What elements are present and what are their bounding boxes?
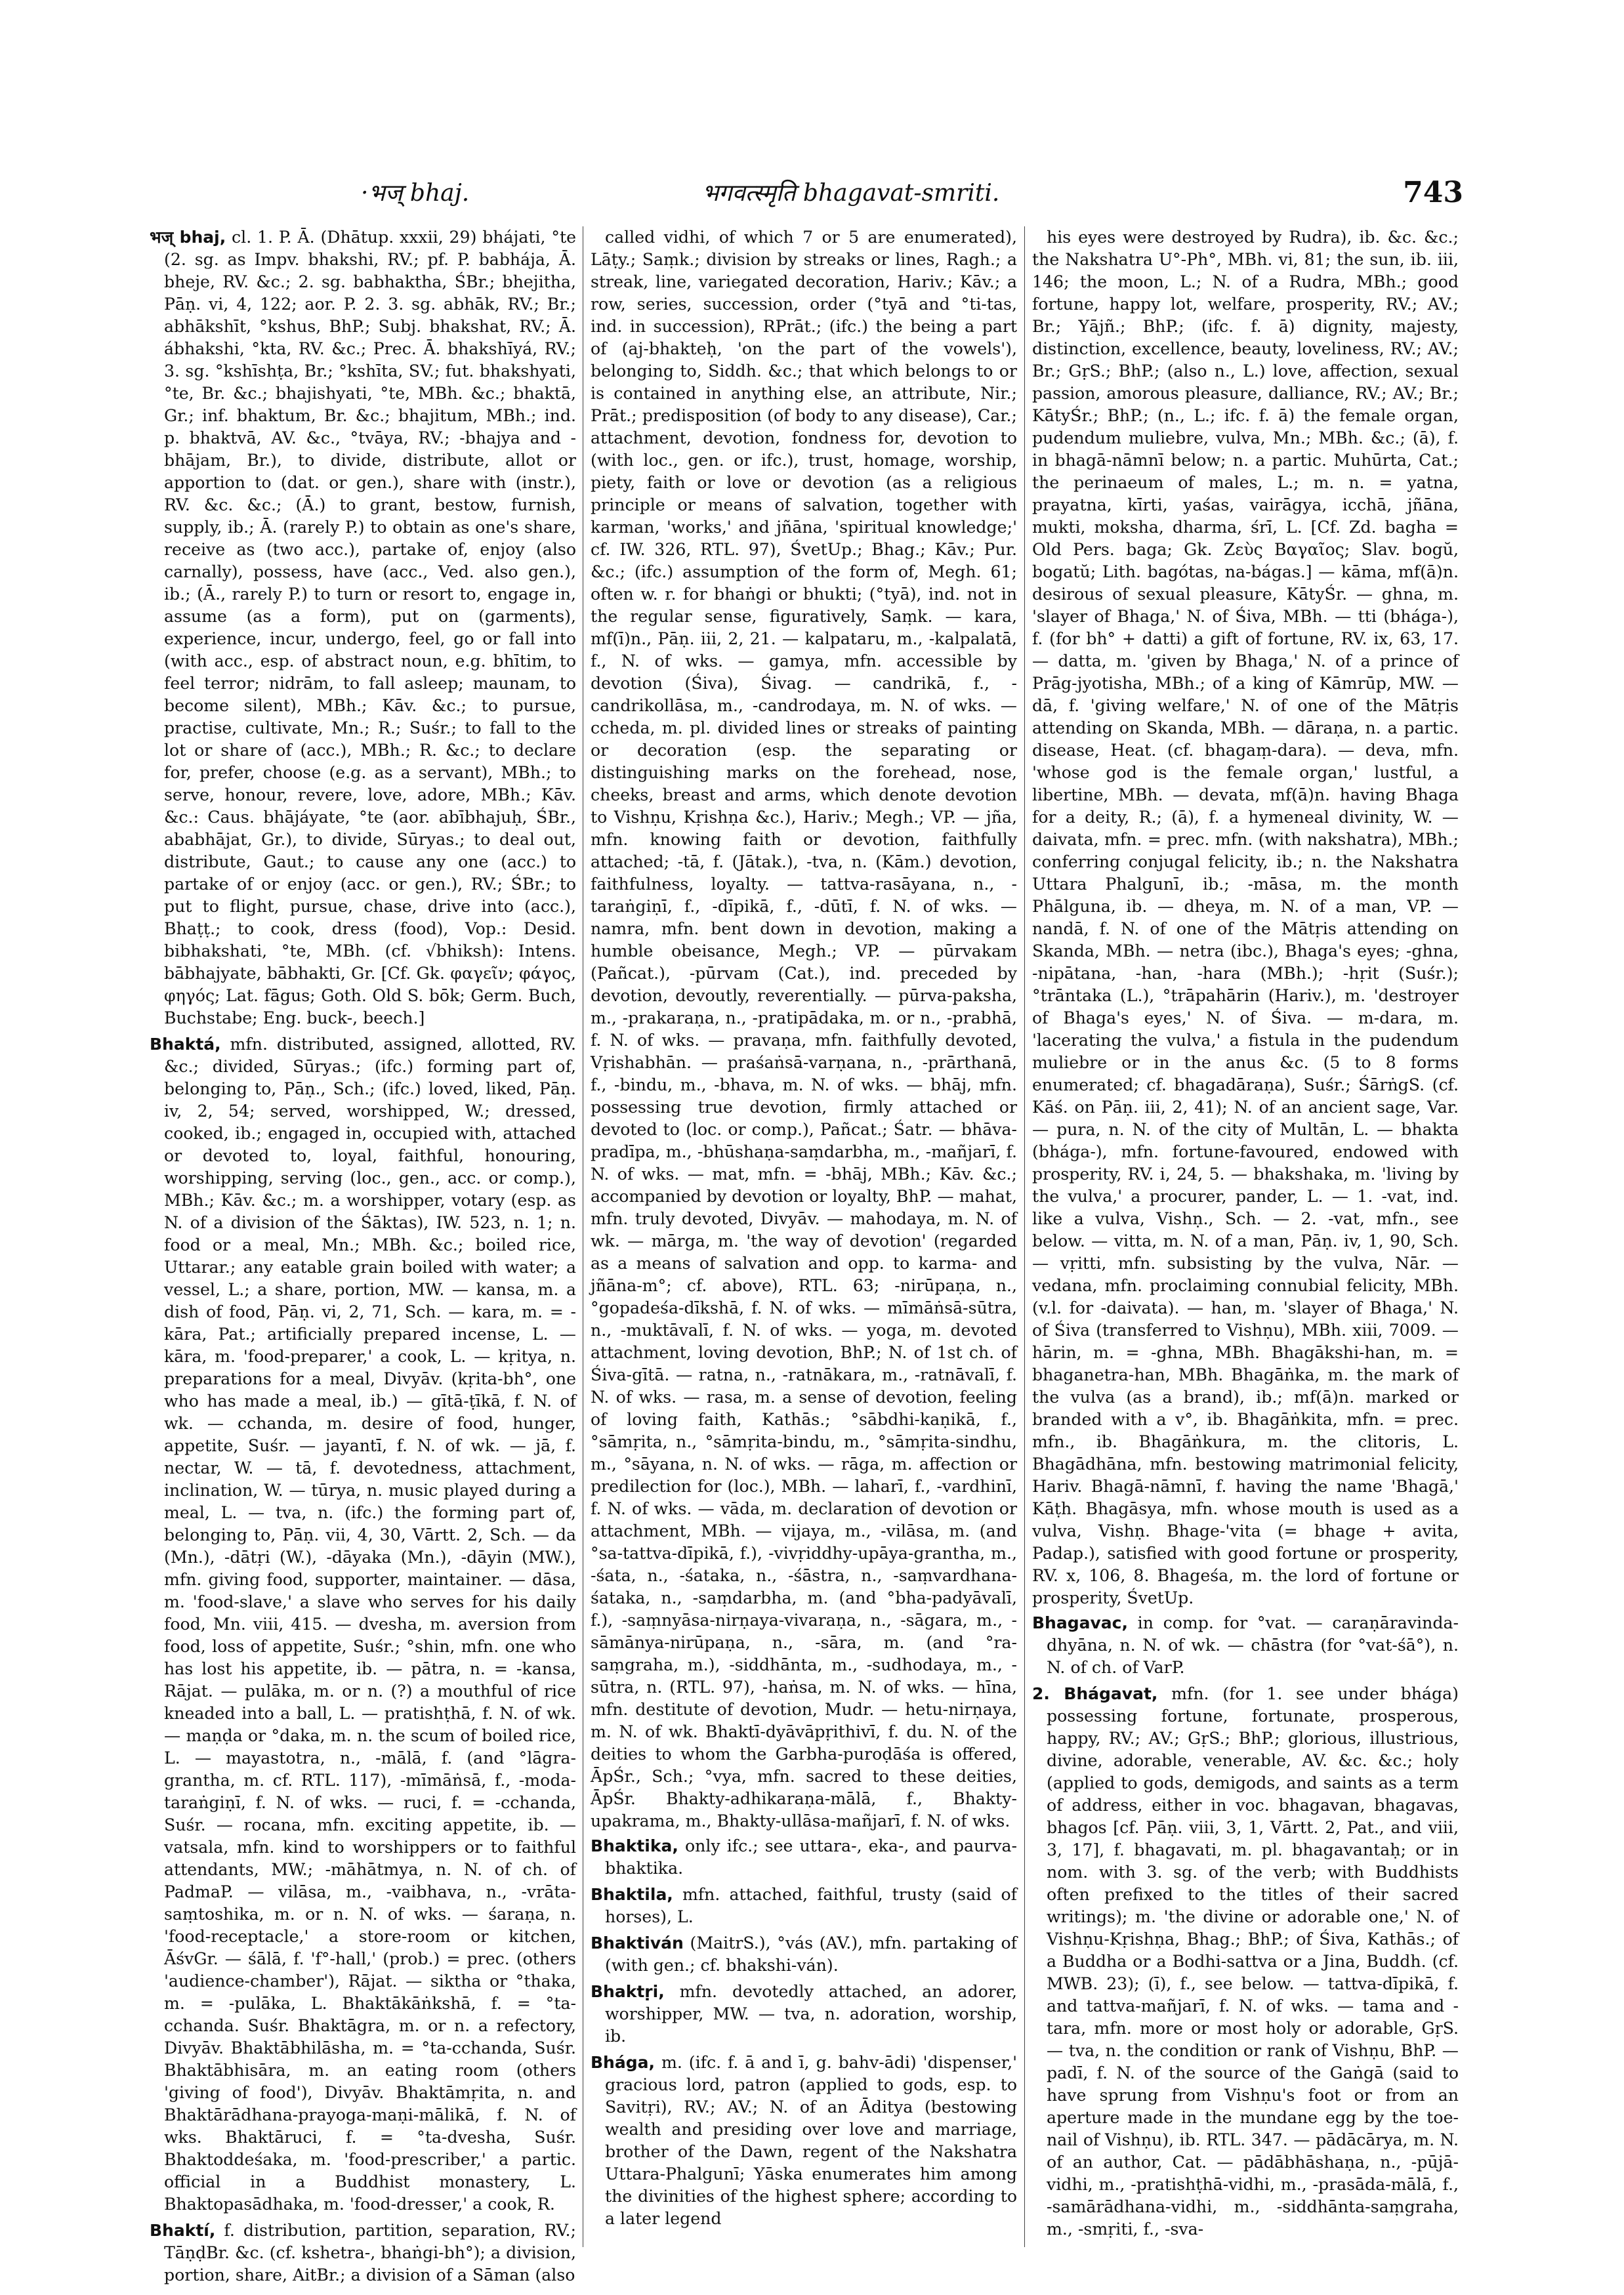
entry-headword: 2. Bhágavat, (1032, 1684, 1158, 1703)
column-divider-2 (1024, 226, 1025, 2247)
dictionary-entry (591, 1981, 1017, 2048)
entry-headword: Bhága, (591, 2053, 655, 2072)
dictionary-entry (591, 226, 1017, 1832)
entry-text: f. distribution, partition, separation, RV.; TāṇḍBr. &c. (cf. kshetra-, bhaṅgi-bh°); a division, portion, share, AitBr.; a division of a Sāman (also (164, 2221, 577, 2285)
entry-text: only ifc.; see uttara-, eka-, and paurva-bhaktika. (605, 1836, 1018, 1878)
column-3 (1032, 226, 1459, 2247)
column-2 (591, 226, 1017, 2247)
entry-headword: Bhaktila, (591, 1885, 673, 1904)
dictionary-entry (1032, 1612, 1459, 1679)
entry-headword: Bhaktá, (150, 1035, 221, 1054)
dictionary-entry (150, 2220, 576, 2286)
entry-text: his eyes were destroyed by Rudra), ib. &c. &c.; the Nakshatra U°-Ph°, MBh. vi, 81; the sun, ib. iii, 146; the moon, L.; N. of a Rudra, MBh.; good fortune, happy lot, welfare, prosperity, RV.; AV.; Br.; Yājñ.; BhP.; (ifc. f. ā) dignity, majesty, distinction, excellence, beauty, loveliness, RV.; AV.; Br.; GṛS.; BhP.; (also n., L.) love, affection, sexual passion, amorous pleasure, dalliance, RV.; AV.; Br.; KātyŚr.; BhP.; (n., L.; ifc. f. ā) the female organ, pudendum muliebre, vulva, Mn.; MBh. &c.; (ā), f. in bhagā-nāmnī below; n. a partic. Muhūrta, Cat.; the perinaeum of males, L.; m. n. = yatna, prayatna, kīrti, yaśas, vairāgya, icchā, jñāna, mukti, moksha, dharma, śrī, L. [Cf. Zd. bagha = Old Pers. baga; Gk. Ζεὺς Βαγαῖος; Slav. bogŭ, bogatŭ; Lith. bagótas, na-bágas.] — kāma, mf(ā)n. desirous of sexual pleasure, KātyŚr. — ghna, m. 'slayer of Bhaga,' N. of Śiva, MBh. — tti (bhága-), f. (for bh° + datti) a gift of fortune, RV. ix, 63, 17. — datta, m. 'given by Bhaga,' N. of a prince of Prāg-jyotisha, MBh.; of a king of Kāmrūp, MW. — dā, f. 'giving welfare,' N. of one of the Mātṛis attending on Skanda, MBh. — dāraṇa, n. a partic. disease, Heat. (cf. bhagaṃ-dara). — deva, mfn. 'whose god is the female organ,' lustful, a libertine, MBh. — devata, mf(ā)n. having Bhaga for a deity, R.; (ā), f. a hymeneal divinity, W. — daivata, mfn. = prec. mfn. (with nakshatra), MBh.; conferring conjugal felicity, ib.; n. the Nakshatra Uttara Phalgunī, ib.; -māsa, m. the month Phālguna, ib. — dheya, m. N. of a man, VP. — nandā, f. N. of one of the Mātṛis attending on Skanda, MBh. — netra (ibc.), Bhaga's eyes; -ghna, -nipātana, -han, -hara (MBh.); -hṛit (Suśr.); °trāntaka (L.), °trāpahārin (Hariv.), m. 'destroyer of Bhaga's eyes,' N. of Śiva. — m-dara, m. 'lacerating the vulva,' a fistula in the pudendum muliebre or in the anus &c. (5 to 8 forms enumerated; cf. bhagadāraṇa), Suśr.; ŚārṅgS. (cf. Kāś. on Pāṇ. iii, 2, 41); N. of an ancient sage, Var. — pura, n. N. of the city of Multān, L. — bhakta (bhága-), mfn. fortune-favoured, endowed with prosperity, RV. i, 24, 5. — bhakshaka, m. 'living by the vulva,' a procurer, pander, L. — 1. -vat, ind. like a vulva, Vishṇ., Sch. — 2. -vat, mfn., see below. — vitta, m. N. of a man, Pāṇ. iv, 1, 90, Sch. — vṛitti, mfn. subsisting by the vulva, Nār. — vedana, mfn. proclaiming connubial felicity, MBh. (v.l. for -daivata). — han, m. 'slayer of Bhaga,' N. of Śiva (transferred to Vishṇu), MBh. xiii, 7009. — hārin, m. = -ghna, MBh. Bhagākshi-han, m. = bhaganetra-han, MBh. Bhagāṅka, m. the mark of the vulva (as a brand), ib.; mf(ā)n. marked or branded with a v°, ib. Bhagāṅkita, mfn. = prec. mfn., ib. Bhagāṅkura, m. the clitoris, L. Bhagādhāna, mfn. bestowing matrimonial felicity, Hariv. Bhagā-nāmnī, f. having the name 'Bhagā,' Kāṭh. Bhagāsya, mfn. whose mouth is used as a vulva, Vishṇ. Bhage-'vita (= bhage + avita, Padap.), satisfied with good fortune or prosperity, RV. x, 106, 8. Bhageśa, m. the lord of fortune or prosperity, ŚvetUp. (1032, 228, 1459, 1607)
dictionary-entry (591, 1932, 1017, 1977)
dictionary-entry (591, 1884, 1017, 1928)
entry-headword: Bhaktí, (150, 2221, 216, 2240)
dictionary-entry (1032, 1683, 1459, 2241)
header-left-guideword: ·भज् bhaj. (361, 180, 470, 207)
dictionary-entry (591, 2052, 1017, 2230)
column-1 (150, 226, 577, 2285)
entry-text: m. (ifc. f. ā and ī, g. bahv-ādi) 'dispenser,' gracious lord, patron (applied to gods, esp. to Savitṛi), RV.; AV.; N. of an Āditya (bestowing wealth and presiding over love and marriage, brother of the Dawn, regent of the Nakshatra Uttara-Phalgunī; Yāska enumerates him among the divinities of the highest sphere; according to a later legend (605, 2053, 1017, 2228)
entry-headword: Bhaktika, (591, 1836, 678, 1855)
entry-text: called vidhi, of which 7 or 5 are enumerated), Lāṭy.; Saṃk.; division by streaks or lines, Ragh.; a streak, line, variegated decoration, Hariv.; Kāv.; a row, series, succession, order (°tyā and °ti-tas, ind. in succession), RPrāt.; (ifc.) the being a part of (aj-bhakteḥ, 'on the part of the vowels'), belonging to, Siddh. &c.; that which belongs to or is contained in anything else, an attribute, Nir.; Prāt.; predisposition (of body to any disease), Car.; attachment, devotion, fondness for, devotion to (with loc., gen. or ifc.), trust, homage, worship, piety, faith or love or devotion (as a religious principle or means of salvation, together with karman, 'works,' and jñāna, 'spiritual knowledge;' cf. IW. 326, RTL. 97), ŚvetUp.; Bhag.; Kāv.; Pur. &c.; (ifc.) assumption of the form of, Megh. 61; often w. r. for bhaṅgi or bhukti; (°tyā), ind. not in the regular sense, figuratively, Saṃk. — kara, mf(ī)n., Pāṇ. iii, 2, 21. — kalpataru, m., -kalpalatā, f., N. of wks. — gamya, mfn. accessible by devotion (Śiva), Śivag. — candrikā, f., -candrikollāsa, m., -candrodaya, m. N. of wks. — ccheda, m. pl. divided lines or streaks of painting or decoration (esp. the separating or distinguishing marks on the forehead, nose, cheeks, breast and arms, which denote devotion to Vishṇu, Kṛishṇa &c.), Hariv.; Megh.; VP. — jña, mfn. knowing faith or devotion, faithfully attached; -tā, f. (Jātak.), -tva, n. (Kām.) devotion, faithfulness, loyalty. — tattva-rasāyana, n., -taraṅgiṇī, f., -dīpikā, f., -dūtī, f. N. of wks. — namra, mfn. bent down in devotion, making a humble obeisance, Megh.; VP. — pūrvakam (Pañcat.), -pūrvam (Cat.), ind. preceded by devotion, devoutly, reverentially. — pūrva-paksha, m., -prakaraṇa, n., -pratipādaka, m. or n., -prabhā, f. N. of wks. — pravaṇa, mfn. faithfully devoted, Vṛishabhān. — praśaṅsā-varṇana, n., -prārthanā, f., -bindu, m., -bhava, m. N. of wks. — bhāj, mfn. possessing true devotion, firmly attached or devoted to (loc. or comp.), Pañcat.; Śatr. — bhāva-pradīpa, m., -bhūshaṇa-saṃdarbha, m., -mañjarī, f. N. of wks. — mat, mfn. = -bhāj, MBh.; Kāv. &c.; accompanied by devotion or loyalty, BhP. — mahat, mfn. truly devoted, Divyāv. — mahodaya, m. N. of wk. — mārga, m. 'the way of devotion' (regarded as a means of salvation and opp. to karma- and jñāna-m°; cf. above), RTL. 63; -nirūpaṇa, n., °gopadeśa-dīkshā, f. N. of wks. — mīmāṅsā-sūtra, n., -muktāvalī, f. N. of wks. — yoga, m. devoted attachment, loving devotion, BhP.; N. of 1st ch. of Śiva-gītā. — ratna, n., -ratnākara, m., -ratnāvalī, f. N. of wks. — rasa, m. a sense of devotion, feeling of loving faith, Kathās.; °sābdhi-kaṇikā, f., °sāmṛita, n., °sāmṛita-bindu, m., °sāmṛita-sindhu, m., °sāyana, n. N. of wks. — rāga, m. affection or predilection for (loc.), MBh. — laharī, f., -vardhinī, f. N. of wks. — vāda, m. declaration of devotion or attachment, MBh. — vijaya, m., -vilāsa, m. (and °sa-tattva-dīpikā, f.), -vivṛiddhy-upāya-grantha, m., -śata, n., -śataka, n., -śāstra, n., -saṃvardhana-śataka, n., -saṃdarbha, m. (and °bha-padyāvalī, f.), -saṃnyāsa-nirṇaya-vivaraṇa, n., -sāgara, m., -sāmānya-nirūpaṇa, n., -sāra, m. (and °ra-saṃgraha, m.), -siddhānta, m., -sudhodaya, m., -sūtra, n. (RTL. 97), -haṅsa, m. N. of wks. — hīna, mfn. destitute of devotion, Mudr. — hetu-nirṇaya, m. N. of wk. Bhaktī-dyāvāpṛithivī, f. du. N. of the deities to whom the Garbha-puroḍāśa is offered, ĀpŚr., Sch.; °vya, mfn. sacred to these deities, ĀpŚr. Bhakty-adhikaraṇa-mālā, f., Bhakty-upakrama, m., Bhakty-ullāsa-mañjarī, f. N. of wks. (591, 228, 1017, 1830)
dictionary-entry (150, 1033, 576, 2216)
entry-text: mfn. devotedly attached, an adorer, worshipper, MW. — tva, n. adoration, worship, ib. (605, 1982, 1017, 2046)
page-header (164, 176, 1463, 222)
entry-text: mfn. (for 1. see under bhága) possessing fortune, fortunate, prosperous, happy, RV.; AV.; GṛS.; BhP.; glorious, illustrious, divine, adorable, venerable, AV. &c. &c.; holy (applied to gods, demigods, and saints as a term of address, either in voc. bhagavan, bhagavas, bhagos [cf. Pāṇ. viii, 3, 1, Vārtt. 2, Pat., and viii, 3, 17], f. bhagavati, m. pl. bhagavantaḥ; or in nom. with 3. sg. of the verb; with Buddhists often prefixed to the titles of their sacred writings); m. 'the divine or adorable one,' N. of Vishṇu-Kṛishṇa, Bhag.; BhP.; of Śiva, Kathās.; of a Buddha or a Bodhi-sattva or a Jina, Buddh. (cf. MWB. 23); (ī), f., see below. — tattva-dīpikā, f. and tattva-mañjarī, f. N. of wks. — tama and -tara, mfn. more or most holy or adorable, GṛS. — tva, n. the condition or rank of Vishṇu, BhP. — padī, f. N. of the source of the Gaṅgā (said to have sprung from Vishṇu's foot or from an aperture made in the mundane egg by the toe-nail of Vishṇu), ib. RTL. 347. — pādācārya, m. N. of an author, Cat. — pādābhāshaṇa, n., -pūjā-vidhi, m., -pratishṭhā-vidhi, m., -prasāda-mālā, f., -samārādhana-vidhi, m., -siddhānta-saṃgraha, m., -smṛiti, f., -sva- (1047, 1684, 1459, 2239)
entry-headword: Bhagavac, (1032, 1613, 1128, 1632)
entry-headword: भज् bhaj, (150, 228, 226, 247)
page-number: 743 (1403, 176, 1463, 209)
dictionary-entry (1032, 226, 1459, 1609)
entry-text: cl. 1. P. Ā. (Dhātup. xxxii, 29) bhájati, °te (2. sg. as Impv. bhakshi, RV.; pf. P. babhája, Ā. bheje, RV. &c.; 2. sg. babhaktha, ŚBr.; bhejitha, Pāṇ. vi, 4, 122; aor. P. 2. 3. sg. abhāk, RV.; Br.; abhākshīt, °kshus, BhP.; Subj. bhakshat, RV.; Ā. ábhakshi, °kta, RV. &c.; Prec. Ā. bhakshīyá, RV.; 3. sg. °kshīshṭa, Br.; °kshīta, SV.; fut. bhakshyati, °te, Br. &c.; bhajishyati, °te, MBh. &c.; bhaktā, Gr.; inf. bhaktum, Br. &c.; bhajitum, MBh.; ind. p. bhaktvā, AV. &c., °tvāya, RV.; -bhajya and -bhājam, Br.), to divide, distribute, allot or apportion to (dat. or gen.), share with (instr.), RV. &c. &c.; (Ā.) to grant, bestow, furnish, supply, ib.; Ā. (rarely P.) to obtain as one's share, receive as (two acc.), partake of, enjoy (also carnally), possess, have (acc., Ved. also gen.), ib.; (Ā., rarely P.) to turn or resort to, engage in, assume (as a form), put on (garments), experience, incur, undergo, feel, go or fall into (with acc., esp. of abstract noun, e.g. bhītim, to feel terror; nidrām, to fall asleep; maunam, to become silent), MBh.; Kāv. &c.; to pursue, practise, cultivate, Mn.; R.; Suśr.; to fall to the lot or share of (acc.), MBh.; R. &c.; to declare for, prefer, choose (e.g. as a servant), MBh.; to serve, honour, revere, love, adore, MBh.; Kāv. &c.: Caus. bhājáyate, °te (aor. abībhajuḥ, ŚBr., ababhājat, Gr.), to divide, Sūryas.; to deal out, distribute, Gaut.; to cause any one (acc.) to partake of or enjoy (acc. or gen.), RV.; ŚBr.; to put to flight, pursue, chase, drive into (acc.), Bhaṭṭ.; to cook, dress (food), Vop.: Desid. bibhakshati, °te, MBh. (cf. √bhiksh): Intens. bābhajyate, bābhakti, Gr. [Cf. Gk. φαγεῖν; φάγος, φηγός; Lat. fāgus; Goth. Old S. bōk; Germ. Buch, Buchstabe; Eng. buck-, beech.] (164, 228, 576, 1027)
entry-text: mfn. distributed, assigned, allotted, RV. &c.; divided, Sūryas.; (ifc.) forming part of, belonging to, Pāṇ., Sch.; (ifc.) loved, liked, Pāṇ. iv, 2, 54; served, worshipped, W.; dressed, cooked, ib.; engaged in, occupied with, attached or devoted to, loyal, faithful, honouring, worshipping, serving (loc., gen., acc. or comp.), MBh.; Kāv. &c.; m. a worshipper, votary (esp. as N. of a division of the Śāktas), IW. 523, n. 1; n. food or a meal, Mn.; MBh. &c.; boiled rice, Uttarar.; any eatable grain boiled with water; a vessel, L.; a share, portion, MW. — kansa, m. a dish of food, Pāṇ. vi, 2, 71, Sch. — kara, m. = -kāra, Pat.; artificially prepared incense, L. — kāra, m. 'food-preparer,' a cook, L. — kṛitya, n. preparations for a meal, Divyāv. (kṛita-bh°, one who has made a meal, ib.) — gītā-ṭīkā, f. N. of wk. — cchanda, m. desire of food, hunger, appetite, Suśr. — jayantī, f. N. of wk. — jā, f. nectar, W. — tā, f. devotedness, attachment, inclination, W. — tūrya, n. music played during a meal, L. — tva, n. (ifc.) the forming part of, belonging to, Pāṇ. vii, 4, 30, Vārtt. 2, Sch. — da (Mn.), -dātṛi (W.), -dāyaka (Mn.), -dāyin (MW.), mfn. giving food, supporter, maintainer. — dāsa, m. 'food-slave,' a slave who serves for his daily food, Mn. viii, 415. — dvesha, m. aversion from food, loss of appetite, Suśr.; °shin, mfn. one who has lost his appetite, ib. — pātra, n. = -kansa, Rājat. — pulāka, m. or n. (?) a mouthful of rice kneaded into a ball, L. — pratishṭhā, f. N. of wk. — maṇḍa or °daka, m. n. the scum of boiled rice, L. — mayastotra, n., -mālā, f. (and °lāgra-grantha, m. cf. RTL. 117), -mīmāṅsā, f., -moda-taraṅgiṇī, f. N. of wks. — ruci, f. = -cchanda, Suśr. — rocana, mfn. exciting appetite, ib. — vatsala, mfn. kind to worshippers or to faithful attendants, MW.; -māhātmya, n. N. of ch. of PadmaP. — vilāsa, m., -vaibhava, n., -vrāta-saṃtoshika, m. or n. N. of wks. — śaraṇa, n. 'food-receptacle,' a store-room or kitchen, ĀśvGr. — śālā, f. 'f°-hall,' (prob.) = prec. (others 'audience-chamber'), Rājat. — siktha or °thaka, m. = -pulāka, L. Bhaktākāṅkshā, f. = °ta-cchanda. Suśr. Bhaktāgra, m. or n. a refectory, Divyāv. Bhaktābhilāsha, m. = °ta-cchanda, Suśr. Bhaktābhisāra, m. an eating room (others 'giving of food'), Divyāv. Bhaktāmṛita, n. and Bhaktārādhana-prayoga-maṇi-mālikā, f. N. of wks. Bhaktāruci, f. = °ta-dvesha, Suśr. Bhaktoddeśaka, m. 'food-prescriber,' a partic. official in a Buddhist monastery, L. Bhaktopasādhaka, m. 'food-dresser,' a cook, R. (164, 1035, 576, 2214)
entry-text: (MaitrS.), °vás (AV.), mfn. partaking of (with gen.; cf. bhakshi-ván). (605, 1933, 1017, 1975)
dictionary-entry (591, 1835, 1017, 1880)
entry-text: in comp. for °vat. — caraṇāravinda-dhyāna, n. N. of wk. — chāstra (for °vat-śā°), n. N. of ch. of VarP. (1047, 1613, 1459, 1677)
entry-headword: Bhaktṛi, (591, 1982, 665, 2001)
entry-text: mfn. attached, faithful, trusty (said of horses), L. (605, 1885, 1018, 1926)
header-right-guideword: भगवत्स्मृति bhagavat-smriti. (702, 180, 1000, 207)
entry-headword: Bhaktiván (591, 1933, 684, 1953)
dictionary-entry (150, 226, 576, 1029)
